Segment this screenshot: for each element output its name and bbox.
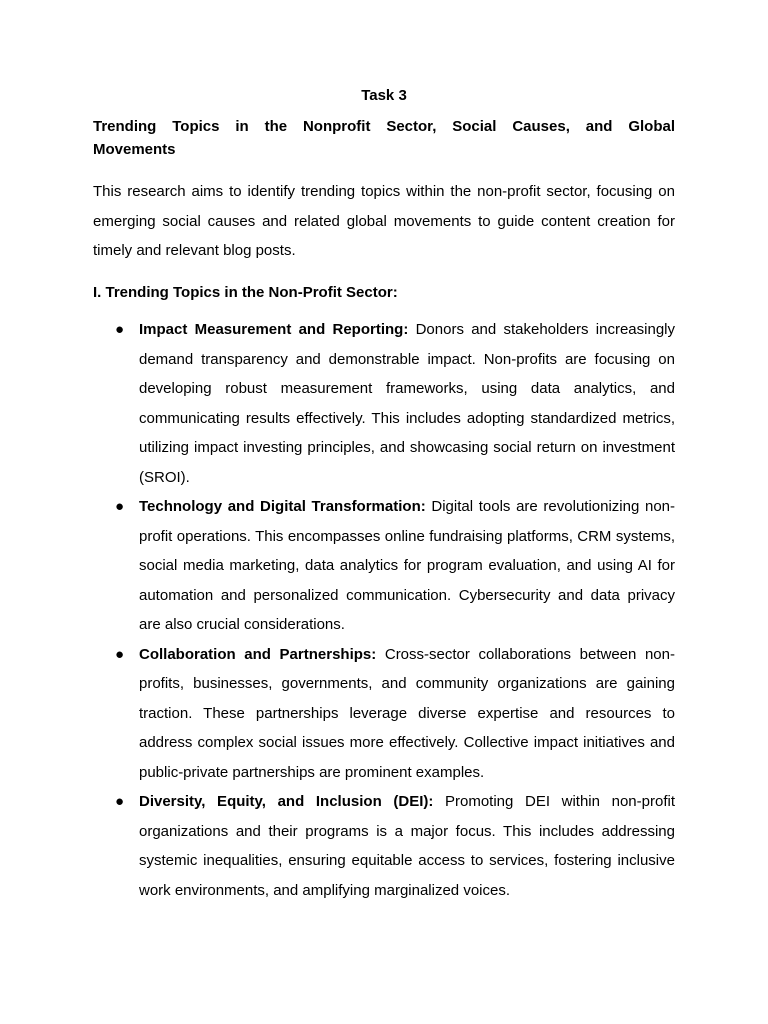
document-title: Task 3 [361, 87, 407, 104]
document-heading: Trending Topics in the Nonprofit Sector, Social Causes, and Global Movements [93, 118, 675, 158]
section-heading: I. Trending Topics in the Non-Profit Sector: [93, 283, 398, 301]
document-page [93, 84, 675, 905]
bullet-icon: ● [115, 645, 125, 663]
list-item [93, 787, 675, 905]
topic-list [93, 315, 675, 905]
topic-term: Impact Measurement and Reporting: [139, 321, 409, 338]
bullet-icon: ● [115, 498, 125, 515]
topic-text: Donors and stakeholders increasingly demand transparency and demonstrable impact. Non-profits are focusing on developing robust measurement frameworks, using data analytics, and communicating results effectively. This includes adopting standardized metrics, utilizing impact investing principles, and showcasing social return on investment (SROI). [139, 321, 675, 486]
topic-term: Collaboration and Partnerships: [139, 645, 377, 663]
list-item [93, 315, 675, 492]
bullet-icon: ● [115, 793, 125, 810]
list-item [93, 492, 675, 640]
list-item [93, 640, 675, 788]
intro-paragraph: This research aims to identify trending topics within the non-profit sector, focusing on emerging social causes and related global movements to guide content creation for timely and relevant blog posts. [93, 183, 675, 259]
topic-text: Digital tools are revolutionizing non-profit operations. This encompasses online fundraising platforms, CRM systems, social media marketing, data analytics for program evaluation, and using AI for automation and personalized communication. Cybersecurity and data privacy are also crucial considerations. [139, 498, 675, 633]
topic-term: Technology and Digital Transformation: [139, 498, 426, 515]
topic-text: Promoting DEI within non-profit organizations and their programs is a major focus. This includes addressing systemic inequalities, ensuring equitable access to services, fostering inclusive work environments, and amplifying marginalized voices. [139, 793, 675, 899]
bullet-icon: ● [115, 321, 125, 338]
topic-term: Diversity, Equity, and Inclusion (DEI): [139, 793, 434, 810]
topic-text: Cross-sector collaborations between non-profits, businesses, governments, and community organizations are gaining traction. These partnerships leverage diverse expertise and resources to address complex social issues more effectively. Collective impact initiatives and public-private partnerships are prominent examples. [139, 645, 675, 781]
